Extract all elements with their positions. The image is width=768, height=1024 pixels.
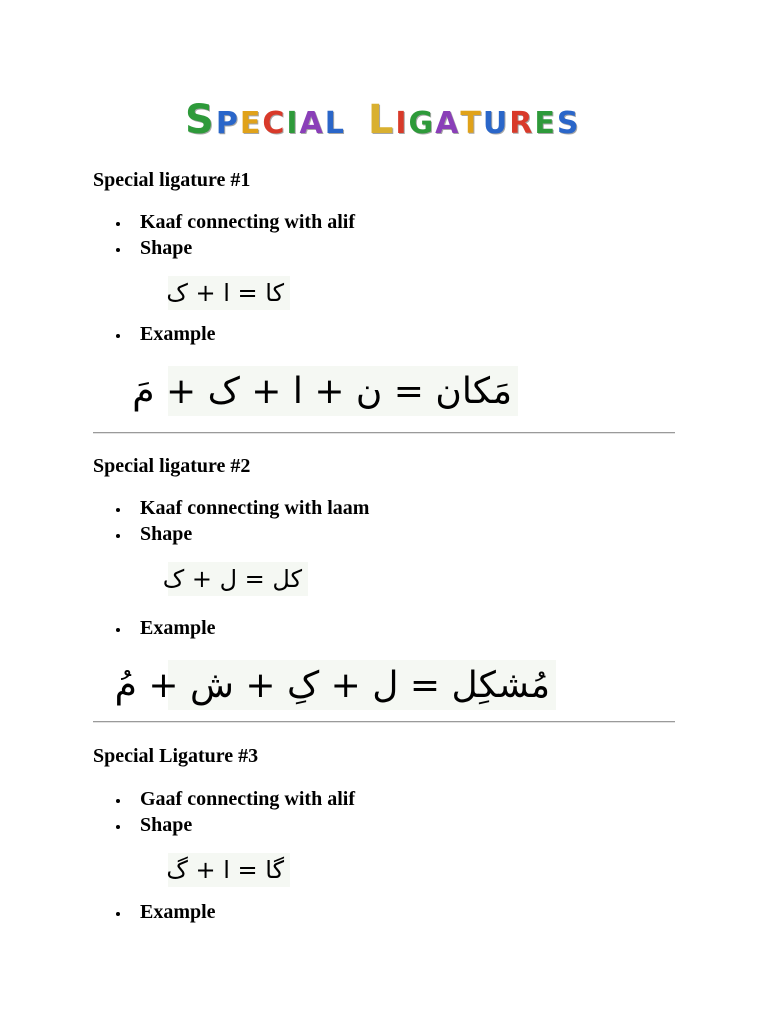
banner-letter: A xyxy=(299,106,325,141)
shape-formula-text-1: کا = ا + ک xyxy=(166,279,284,307)
bullet-description-2: Kaaf connecting with laam xyxy=(93,495,369,521)
banner-letter: L xyxy=(324,106,346,141)
bullet-shape-2: Shape xyxy=(93,521,369,547)
bullet-list-2a xyxy=(93,495,369,547)
bullet-example-1: Example xyxy=(93,321,216,347)
banner-letter: E xyxy=(239,106,263,141)
shape-formula-1 xyxy=(168,276,290,310)
shape-formula-text-3: گا = ا + گ xyxy=(166,856,284,884)
banner-letter: I xyxy=(395,106,409,141)
section-divider-1 xyxy=(93,432,675,434)
bullet-example-3: Example xyxy=(93,899,216,925)
shape-formula-3 xyxy=(168,853,290,887)
banner-letter: I xyxy=(286,106,300,141)
example-formula-text-1: مَکان = ن + ا + ک + مَ xyxy=(132,370,512,412)
bullet-description-1: Kaaf connecting with alif xyxy=(93,209,355,235)
banner-letter: U xyxy=(482,106,510,141)
banner-letter: S xyxy=(556,106,581,141)
page-title-banner xyxy=(185,90,585,143)
banner-letter: L xyxy=(367,97,396,143)
example-formula-2 xyxy=(114,660,556,710)
banner-letter: S xyxy=(185,97,216,143)
bullet-shape-3: Shape xyxy=(93,812,355,838)
banner-letter: G xyxy=(408,106,436,141)
section-title-2: Special ligature #2 xyxy=(93,455,251,477)
banner-letter: A xyxy=(435,106,461,141)
bullet-list-3b xyxy=(93,899,216,925)
bullet-example-2: Example xyxy=(93,615,216,641)
bullet-list-2b xyxy=(93,615,216,641)
bullet-shape-1: Shape xyxy=(93,235,355,261)
banner-letter: P xyxy=(215,106,240,141)
shape-formula-text-2: کل = ل + ک xyxy=(162,565,302,593)
section-divider-2 xyxy=(93,721,675,723)
section-title-1: Special ligature #1 xyxy=(93,169,251,191)
banner-letter: T xyxy=(460,106,483,141)
bullet-description-3: Gaaf connecting with alif xyxy=(93,786,355,812)
example-formula-1 xyxy=(132,366,518,416)
banner-letter: R xyxy=(509,106,535,141)
banner-letter: E xyxy=(534,106,557,141)
shape-formula-2 xyxy=(162,562,308,596)
banner-letter: C xyxy=(262,106,287,141)
bullet-list-3a xyxy=(93,786,355,838)
bullet-list-1b xyxy=(93,321,216,347)
example-formula-text-2: مُشکِل = ل + کِ + ش + مُ xyxy=(114,664,550,706)
bullet-list-1a xyxy=(93,209,355,261)
section-title-3: Special Ligature #3 xyxy=(93,745,259,767)
